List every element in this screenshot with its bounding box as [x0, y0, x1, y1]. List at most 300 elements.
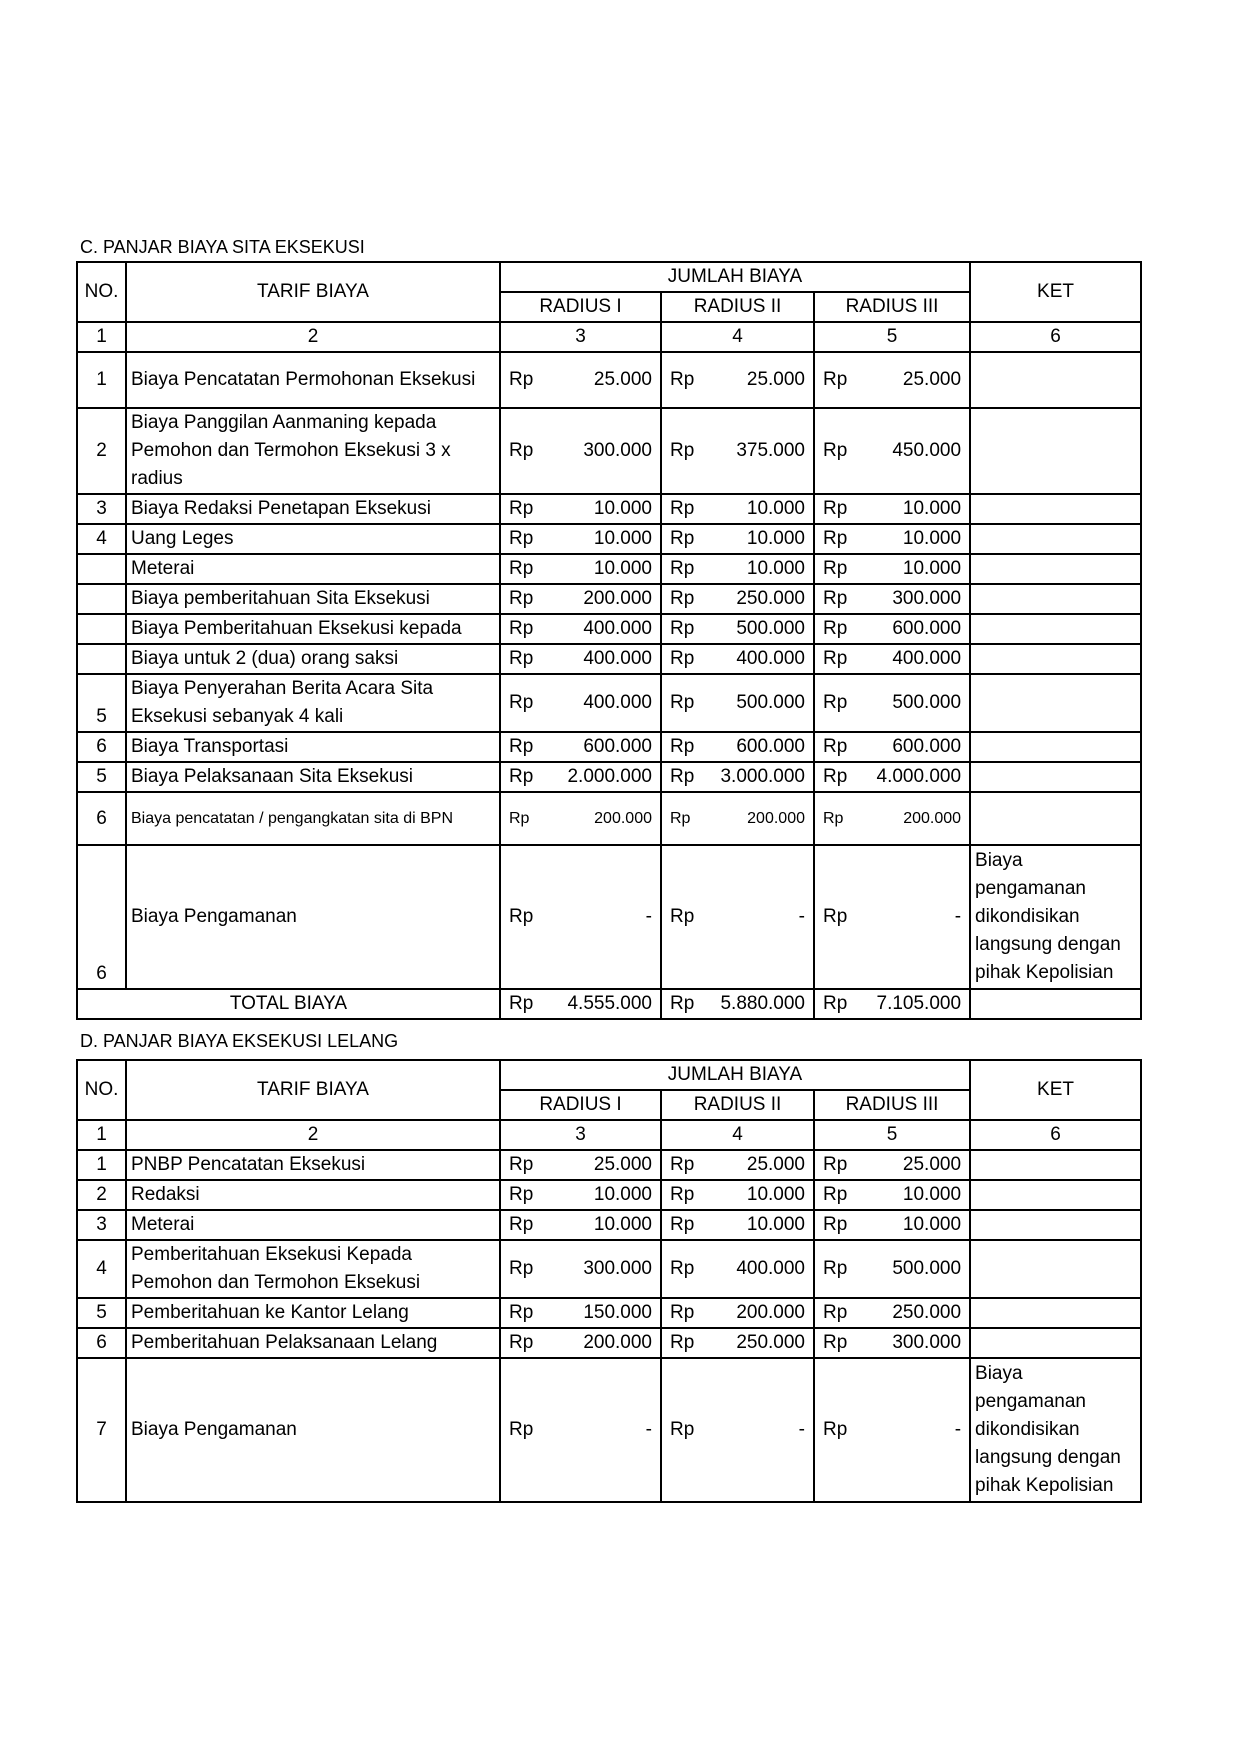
amount: 10.000 — [746, 528, 805, 549]
currency-label: Rp — [670, 528, 695, 549]
currency-label: Rp — [509, 1332, 534, 1353]
header-tarif: TARIF BIAYA — [126, 1060, 500, 1120]
row-number: 3 — [77, 1210, 126, 1240]
tarif-description: Biaya Pemberitahuan Eksekusi kepada — [126, 614, 500, 644]
amount-radius-2 — [661, 674, 814, 732]
column-number: 5 — [814, 322, 970, 352]
currency-label: Rp — [509, 1258, 534, 1279]
tarif-description: PNBP Pencatatan Eksekusi — [126, 1150, 500, 1180]
amount-radius-3 — [814, 524, 970, 554]
amount: 25.000 — [902, 369, 962, 390]
amount-radius-3 — [814, 584, 970, 614]
currency-label: Rp — [670, 1214, 695, 1235]
column-number: 2 — [126, 1120, 500, 1150]
amount: - — [954, 1419, 962, 1440]
amount-radius-1 — [500, 554, 661, 584]
amount-radius-3 — [814, 732, 970, 762]
column-number: 3 — [500, 322, 661, 352]
tarif-description: Biaya Penyerahan Berita Acara Sita Eksekusi sebanyak 4 kali — [126, 674, 500, 732]
column-number: 4 — [661, 322, 814, 352]
sita-eksekusi-table — [76, 261, 1142, 1020]
amount-radius-3 — [814, 1240, 970, 1298]
amount-radius-3 — [814, 762, 970, 792]
amount: 300.000 — [583, 1258, 652, 1279]
amount-radius-2 — [661, 845, 814, 989]
amount: 200.000 — [736, 1302, 805, 1323]
table-row — [77, 524, 1141, 554]
currency-label: Rp — [823, 766, 848, 787]
currency-label: Rp — [670, 440, 695, 461]
keterangan — [970, 1298, 1141, 1328]
amount: 10.000 — [746, 1214, 805, 1235]
table-row — [77, 845, 1141, 989]
amount-radius-2 — [661, 1240, 814, 1298]
amount: - — [645, 906, 652, 927]
column-number: 5 — [814, 1120, 970, 1150]
currency-label: Rp — [823, 648, 848, 669]
currency-label: Rp — [823, 1184, 848, 1205]
keterangan — [970, 762, 1141, 792]
row-number: 1 — [77, 1150, 126, 1180]
keterangan — [970, 732, 1141, 762]
table-row — [77, 732, 1141, 762]
amount: 10.000 — [593, 558, 652, 579]
amount: 200.000 — [903, 809, 962, 827]
table-row — [77, 792, 1141, 845]
amount-radius-3 — [814, 554, 970, 584]
tarif-description: Uang Leges — [126, 524, 500, 554]
row-number — [77, 614, 126, 644]
amount: 10.000 — [902, 528, 962, 549]
column-number: 6 — [970, 1120, 1141, 1150]
amount-radius-3 — [814, 408, 970, 494]
column-number: 1 — [77, 1120, 126, 1150]
table-row — [77, 408, 1141, 494]
amount-radius-2 — [661, 352, 814, 408]
table-row — [77, 644, 1141, 674]
row-number: 6 — [77, 1328, 126, 1358]
tarif-description: Biaya Panggilan Aanmaning kepada Pemohon dan Termohon Eksekusi 3 x radius — [126, 408, 500, 494]
amount-radius-2 — [661, 494, 814, 524]
amount: 25.000 — [593, 1154, 652, 1175]
keterangan — [970, 1180, 1141, 1210]
tarif-description: Biaya Transportasi — [126, 732, 500, 762]
currency-label: Rp — [670, 618, 695, 639]
keterangan: Biaya pengamanan dikondisikan langsung dengan pihak Kepolisian — [970, 845, 1141, 989]
amount-radius-3 — [814, 1180, 970, 1210]
amount: 200.000 — [747, 809, 805, 827]
amount: 400.000 — [583, 692, 652, 713]
amount-radius-3 — [814, 845, 970, 989]
amount-radius-1 — [500, 408, 661, 494]
amount-radius-1 — [500, 352, 661, 408]
amount: 375.000 — [736, 440, 805, 461]
amount: 600.000 — [892, 736, 962, 757]
keterangan — [970, 1240, 1141, 1298]
currency-label: Rp — [823, 993, 848, 1014]
row-number — [77, 584, 126, 614]
table-row — [77, 1298, 1141, 1328]
keterangan — [970, 614, 1141, 644]
keterangan — [970, 674, 1141, 732]
currency-label: Rp — [670, 369, 695, 390]
amount: - — [798, 906, 805, 927]
row-number: 5 — [77, 1298, 126, 1328]
currency-label: Rp — [509, 736, 534, 757]
amount: 5.880.000 — [720, 993, 805, 1014]
amount: 4.000.000 — [876, 766, 962, 787]
currency-label: Rp — [823, 498, 848, 519]
total-radius-3 — [814, 989, 970, 1019]
amount-radius-1 — [500, 674, 661, 732]
table-row — [77, 762, 1141, 792]
keterangan — [970, 524, 1141, 554]
keterangan — [970, 494, 1141, 524]
currency-label: Rp — [509, 1154, 534, 1175]
row-number: 6 — [77, 792, 126, 845]
amount-radius-1 — [500, 644, 661, 674]
amount: 200.000 — [583, 1332, 652, 1353]
amount-radius-3 — [814, 1358, 970, 1502]
row-number: 7 — [77, 1358, 126, 1502]
header-ket: KET — [970, 262, 1141, 322]
amount: 2.000.000 — [567, 766, 652, 787]
currency-label: Rp — [509, 618, 534, 639]
amount: 400.000 — [583, 618, 652, 639]
amount: - — [954, 906, 962, 927]
row-number: 4 — [77, 1240, 126, 1298]
currency-label: Rp — [823, 1258, 848, 1279]
total-ket — [970, 989, 1141, 1019]
currency-label: Rp — [509, 528, 534, 549]
currency-label: Rp — [670, 766, 695, 787]
tarif-description: Pemberitahuan ke Kantor Lelang — [126, 1298, 500, 1328]
amount: 25.000 — [746, 369, 805, 390]
column-number: 1 — [77, 322, 126, 352]
amount-radius-1 — [500, 1328, 661, 1358]
currency-label: Rp — [670, 1332, 695, 1353]
amount: 10.000 — [593, 528, 652, 549]
currency-label: Rp — [509, 498, 534, 519]
table-row — [77, 1180, 1141, 1210]
section-c-title: C. PANJAR BIAYA SITA EKSEKUSI — [80, 237, 365, 257]
row-number: 6 — [77, 845, 126, 989]
amount: 250.000 — [892, 1302, 962, 1323]
amount: 10.000 — [746, 558, 805, 579]
table-row — [77, 1328, 1141, 1358]
amount: 25.000 — [593, 369, 652, 390]
currency-label: Rp — [823, 1214, 848, 1235]
currency-label: Rp — [509, 906, 534, 927]
amount-radius-3 — [814, 674, 970, 732]
amount-radius-1 — [500, 845, 661, 989]
table-row — [77, 614, 1141, 644]
keterangan — [970, 1150, 1141, 1180]
tarif-description: Meterai — [126, 554, 500, 584]
table-row — [77, 674, 1141, 732]
currency-label: Rp — [670, 736, 695, 757]
currency-label: Rp — [509, 993, 534, 1014]
currency-label: Rp — [823, 1302, 848, 1323]
currency-label: Rp — [670, 993, 695, 1014]
amount-radius-3 — [814, 792, 970, 845]
header-radius-2: RADIUS II — [661, 1090, 814, 1120]
header-no: NO. — [77, 262, 126, 322]
tarif-description: Pemberitahuan Eksekusi Kepada Pemohon dan Termohon Eksekusi — [126, 1240, 500, 1298]
amount-radius-1 — [500, 584, 661, 614]
total-radius-1 — [500, 989, 661, 1019]
keterangan — [970, 352, 1141, 408]
amount: - — [645, 1419, 652, 1440]
amount-radius-3 — [814, 614, 970, 644]
amount: 500.000 — [892, 1258, 962, 1279]
amount-radius-2 — [661, 1150, 814, 1180]
amount-radius-2 — [661, 584, 814, 614]
header-ket: KET — [970, 1060, 1141, 1120]
amount: 600.000 — [892, 618, 962, 639]
amount: 4.555.000 — [567, 993, 652, 1014]
table-row — [77, 1150, 1141, 1180]
currency-label: Rp — [823, 618, 848, 639]
amount: 600.000 — [736, 736, 805, 757]
header-radius-1: RADIUS I — [500, 292, 661, 322]
currency-label: Rp — [823, 440, 848, 461]
amount-radius-2 — [661, 762, 814, 792]
amount-radius-2 — [661, 1328, 814, 1358]
header-no: NO. — [77, 1060, 126, 1120]
table-row — [77, 1240, 1141, 1298]
amount: 450.000 — [892, 440, 962, 461]
tarif-description: Biaya Pencatatan Permohonan Eksekusi — [126, 352, 500, 408]
currency-label: Rp — [670, 1258, 695, 1279]
row-number: 3 — [77, 494, 126, 524]
amount: 500.000 — [736, 618, 805, 639]
keterangan — [970, 554, 1141, 584]
currency-label: Rp — [670, 1302, 695, 1323]
currency-label: Rp — [670, 588, 695, 609]
amount: 25.000 — [902, 1154, 962, 1175]
amount: 10.000 — [902, 1184, 962, 1205]
total-label: TOTAL BIAYA — [77, 989, 500, 1019]
currency-label: Rp — [670, 648, 695, 669]
currency-label: Rp — [670, 558, 695, 579]
row-number: 6 — [77, 732, 126, 762]
amount: 600.000 — [583, 736, 652, 757]
currency-label: Rp — [670, 906, 695, 927]
currency-label: Rp — [509, 1419, 534, 1440]
currency-label: Rp — [509, 588, 534, 609]
tarif-description: Biaya Redaksi Penetapan Eksekusi — [126, 494, 500, 524]
amount: 10.000 — [902, 558, 962, 579]
currency-label: Rp — [509, 558, 534, 579]
header-radius-2: RADIUS II — [661, 292, 814, 322]
tarif-description: Meterai — [126, 1210, 500, 1240]
amount: 300.000 — [892, 588, 962, 609]
currency-label: Rp — [670, 1154, 695, 1175]
amount-radius-1 — [500, 1240, 661, 1298]
currency-label: Rp — [670, 809, 691, 827]
row-number: 2 — [77, 408, 126, 494]
keterangan — [970, 584, 1141, 614]
amount-radius-2 — [661, 644, 814, 674]
amount-radius-1 — [500, 614, 661, 644]
currency-label: Rp — [823, 528, 848, 549]
amount: 250.000 — [736, 588, 805, 609]
amount-radius-3 — [814, 494, 970, 524]
row-number: 4 — [77, 524, 126, 554]
amount-radius-1 — [500, 762, 661, 792]
table-row — [77, 494, 1141, 524]
tarif-description: Biaya pemberitahuan Sita Eksekusi — [126, 584, 500, 614]
amount: 7.105.000 — [876, 993, 962, 1014]
amount-radius-1 — [500, 1150, 661, 1180]
table-row — [77, 1358, 1141, 1502]
keterangan — [970, 408, 1141, 494]
amount-radius-1 — [500, 1358, 661, 1502]
amount-radius-2 — [661, 1358, 814, 1502]
amount-radius-2 — [661, 524, 814, 554]
currency-label: Rp — [509, 1302, 534, 1323]
currency-label: Rp — [509, 766, 534, 787]
amount: 10.000 — [902, 1214, 962, 1235]
currency-label: Rp — [823, 558, 848, 579]
currency-label: Rp — [509, 369, 534, 390]
amount-radius-1 — [500, 792, 661, 845]
amount: 500.000 — [892, 692, 962, 713]
keterangan — [970, 1210, 1141, 1240]
currency-label: Rp — [670, 498, 695, 519]
amount: - — [798, 1419, 805, 1440]
keterangan — [970, 1328, 1141, 1358]
amount-radius-1 — [500, 1180, 661, 1210]
keterangan — [970, 644, 1141, 674]
amount: 10.000 — [902, 498, 962, 519]
amount: 300.000 — [583, 440, 652, 461]
amount: 300.000 — [892, 1332, 962, 1353]
table-row — [77, 352, 1141, 408]
amount-radius-2 — [661, 732, 814, 762]
amount-radius-2 — [661, 1210, 814, 1240]
total-row — [77, 989, 1141, 1019]
amount-radius-3 — [814, 1298, 970, 1328]
eksekusi-lelang-table — [76, 1059, 1142, 1503]
amount-radius-1 — [500, 524, 661, 554]
currency-label: Rp — [509, 648, 534, 669]
currency-label: Rp — [670, 692, 695, 713]
amount-radius-2 — [661, 408, 814, 494]
header-jumlah: JUMLAH BIAYA — [500, 262, 970, 292]
currency-label: Rp — [823, 1154, 848, 1175]
amount: 200.000 — [583, 588, 652, 609]
amount-radius-1 — [500, 732, 661, 762]
amount-radius-1 — [500, 494, 661, 524]
amount: 10.000 — [593, 498, 652, 519]
currency-label: Rp — [509, 1184, 534, 1205]
header-radius-3: RADIUS III — [814, 1090, 970, 1120]
amount: 400.000 — [583, 648, 652, 669]
row-number — [77, 644, 126, 674]
column-number: 4 — [661, 1120, 814, 1150]
amount: 200.000 — [594, 809, 652, 827]
currency-label: Rp — [509, 1214, 534, 1235]
row-number: 1 — [77, 352, 126, 408]
currency-label: Rp — [823, 588, 848, 609]
currency-label: Rp — [823, 1332, 848, 1353]
amount-radius-3 — [814, 1210, 970, 1240]
currency-label: Rp — [823, 1419, 848, 1440]
table-row — [77, 1210, 1141, 1240]
tarif-description: Biaya pencatatan / pengangkatan sita di BPN — [126, 792, 500, 845]
amount-radius-1 — [500, 1298, 661, 1328]
currency-label: Rp — [823, 736, 848, 757]
amount-radius-2 — [661, 1180, 814, 1210]
row-number — [77, 554, 126, 584]
column-number: 2 — [126, 322, 500, 352]
currency-label: Rp — [823, 369, 848, 390]
amount: 3.000.000 — [720, 766, 805, 787]
table-row — [77, 554, 1141, 584]
amount: 10.000 — [593, 1214, 652, 1235]
section-d-title: D. PANJAR BIAYA EKSEKUSI LELANG — [80, 1031, 399, 1051]
tarif-description: Redaksi — [126, 1180, 500, 1210]
amount-radius-2 — [661, 554, 814, 584]
currency-label: Rp — [823, 906, 848, 927]
tarif-description: Biaya Pengamanan — [126, 1358, 500, 1502]
amount: 10.000 — [746, 1184, 805, 1205]
amount: 500.000 — [736, 692, 805, 713]
amount: 25.000 — [746, 1154, 805, 1175]
tarif-description: Pemberitahuan Pelaksanaan Lelang — [126, 1328, 500, 1358]
amount: 400.000 — [736, 648, 805, 669]
total-radius-2 — [661, 989, 814, 1019]
table-row — [77, 584, 1141, 614]
currency-label: Rp — [670, 1184, 695, 1205]
amount-radius-3 — [814, 644, 970, 674]
amount-radius-3 — [814, 1150, 970, 1180]
header-tarif: TARIF BIAYA — [126, 262, 500, 322]
amount: 400.000 — [736, 1258, 805, 1279]
amount-radius-3 — [814, 1328, 970, 1358]
currency-label: Rp — [823, 692, 848, 713]
header-jumlah: JUMLAH BIAYA — [500, 1060, 970, 1090]
currency-label: Rp — [509, 809, 530, 827]
row-number: 5 — [77, 674, 126, 732]
row-number: 5 — [77, 762, 126, 792]
amount: 10.000 — [746, 498, 805, 519]
amount-radius-2 — [661, 614, 814, 644]
row-number: 2 — [77, 1180, 126, 1210]
amount-radius-2 — [661, 792, 814, 845]
header-radius-1: RADIUS I — [500, 1090, 661, 1120]
amount: 400.000 — [892, 648, 962, 669]
currency-label: Rp — [823, 809, 844, 827]
header-radius-3: RADIUS III — [814, 292, 970, 322]
amount-radius-3 — [814, 352, 970, 408]
tarif-description: Biaya Pelaksanaan Sita Eksekusi — [126, 762, 500, 792]
amount: 10.000 — [593, 1184, 652, 1205]
amount-radius-1 — [500, 1210, 661, 1240]
tarif-description: Biaya Pengamanan — [126, 845, 500, 989]
tarif-description: Biaya untuk 2 (dua) orang saksi — [126, 644, 500, 674]
currency-label: Rp — [670, 1419, 695, 1440]
column-number: 3 — [500, 1120, 661, 1150]
keterangan — [970, 792, 1141, 845]
amount: 150.000 — [583, 1302, 652, 1323]
currency-label: Rp — [509, 440, 534, 461]
keterangan: Biaya pengamanan dikondisikan langsung dengan pihak Kepolisian — [970, 1358, 1141, 1502]
currency-label: Rp — [509, 692, 534, 713]
column-number: 6 — [970, 322, 1141, 352]
